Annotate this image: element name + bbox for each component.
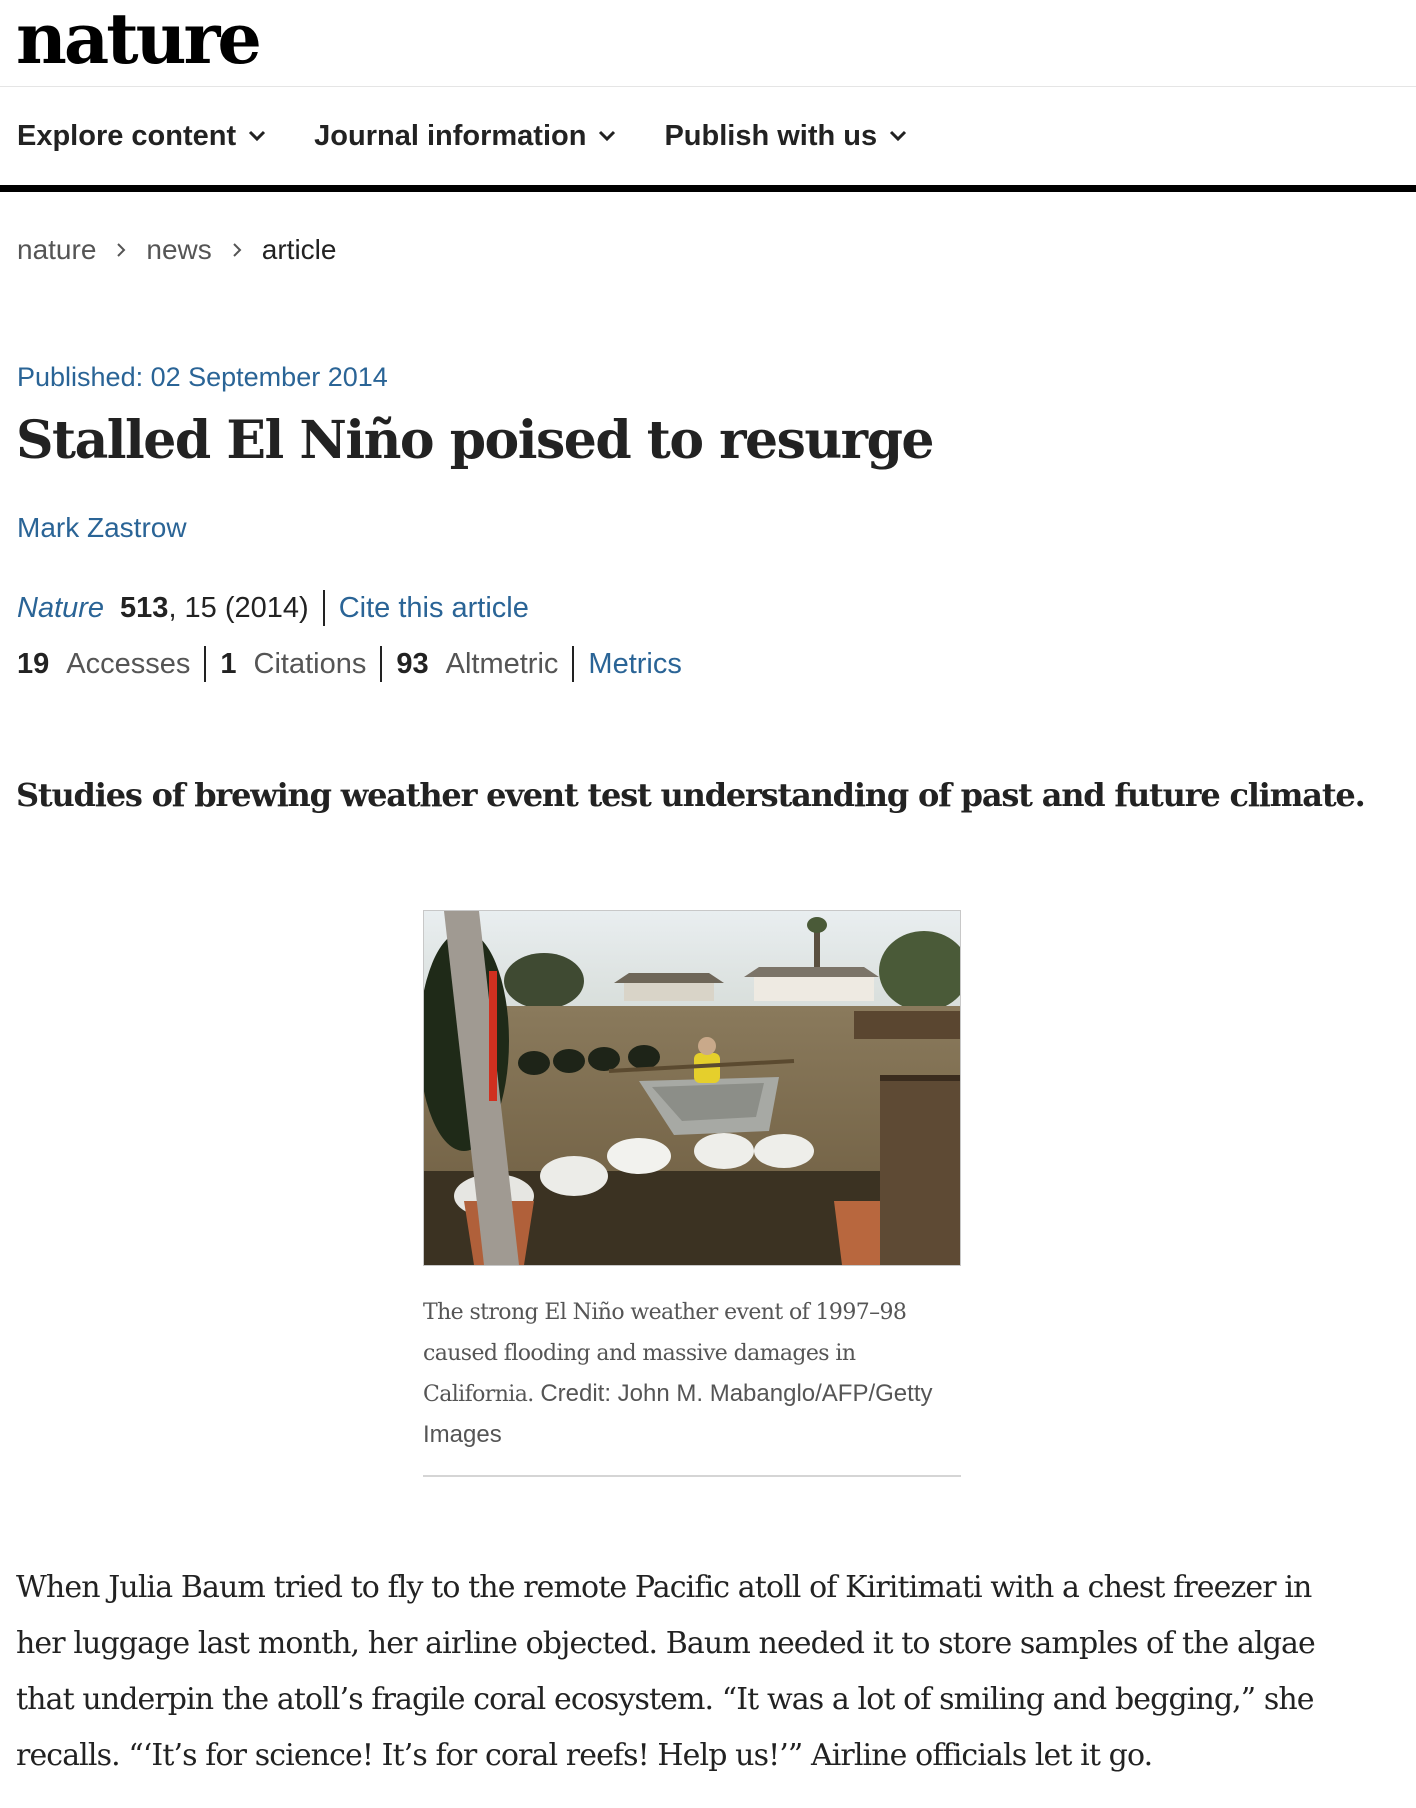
breadcrumb [17, 232, 336, 268]
nav-publish-with-us-label: Publish with us [664, 119, 878, 152]
chevron-down-icon [598, 130, 616, 142]
citations-label: Citations [253, 648, 367, 680]
site-header [0, 0, 1416, 87]
journal-pages: , 15 (2014) [168, 592, 309, 624]
nav-explore-content[interactable] [17, 120, 266, 153]
article-metrics [17, 646, 682, 682]
altmetric-label: Altmetric [445, 648, 559, 680]
citation-line [17, 590, 529, 626]
journal-volume: 513 [120, 592, 169, 624]
divider [572, 646, 574, 682]
chevron-down-icon [889, 130, 907, 142]
metrics-link[interactable]: Metrics [588, 648, 682, 680]
figure-caption [423, 1292, 961, 1477]
altmetric-count: 93 [396, 648, 429, 680]
article-standfirst: Studies of brewing weather event test understanding of past and future climate. [16, 776, 1365, 814]
article-figure [423, 910, 961, 1477]
nav-explore-content-label: Explore content [17, 119, 237, 152]
author-link[interactable]: Mark Zastrow [17, 512, 187, 543]
figure-caption-text: The strong El Niño weather event of 1997–98 caused flooding and massive damages in California. [423, 1300, 907, 1407]
chevron-right-icon [116, 242, 126, 258]
breadcrumb-nature[interactable]: nature [17, 234, 97, 265]
citations-count: 1 [220, 648, 237, 680]
cite-this-article-link[interactable]: Cite this article [338, 592, 529, 624]
nature-logo[interactable]: nature [16, 0, 259, 80]
article-body-paragraph: When Julia Baum tried to fly to the remote Pacific atoll of Kiritimati with a chest freezer in her luggage last month, her airline objected. Baum needed it to store samples of the algae that underpin the atoll’s fragile coral ecosystem. “It was a lot of smiling and begging,” she recalls. “‘It’s for science! It’s for coral reefs! Help us!’” Airline officials let it go. [16, 1570, 1315, 1773]
accesses-count: 19 [17, 648, 50, 680]
divider [380, 646, 382, 682]
article-title: Stalled El Niño poised to resurge [16, 410, 934, 471]
breadcrumb-news[interactable]: news [146, 234, 212, 265]
nav-publish-with-us[interactable] [664, 120, 907, 153]
figure-credit: Credit: John M. Mabanglo/AFP/Getty Images [423, 1380, 933, 1448]
chevron-down-icon [248, 130, 266, 142]
breadcrumb-article: article [261, 234, 337, 265]
nav-journal-information-label: Journal information [314, 119, 587, 152]
divider [204, 646, 206, 682]
published-date: Published: 02 September 2014 [17, 362, 388, 392]
divider [323, 590, 325, 626]
accesses-label: Accesses [66, 648, 191, 680]
nav-journal-information[interactable] [314, 120, 616, 153]
journal-name[interactable]: Nature [17, 592, 105, 624]
chevron-right-icon [232, 242, 242, 258]
main-nav [0, 87, 1416, 192]
flood-photo[interactable] [423, 910, 961, 1266]
